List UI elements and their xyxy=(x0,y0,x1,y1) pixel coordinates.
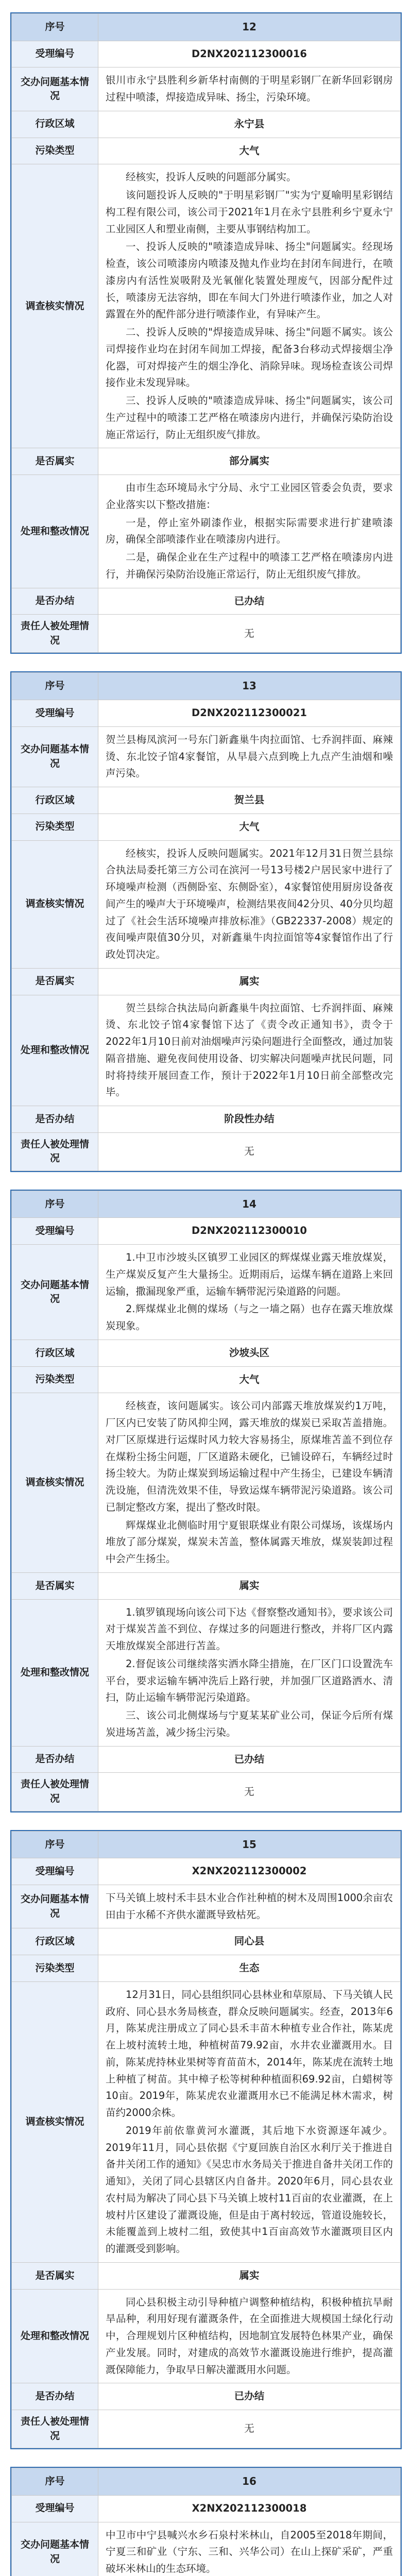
investigation-paragraph: 二、投诉人反映的"焊接造成异味、扬尘"问题不属实。该公司焊接作业均在封闭车间加工焊接，配备3台移动式焊接烟尘净化器，可对焊接产生的烟尘净化、消除异味。现场检查该公司焊接作业未发现异味。 xyxy=(106,326,393,389)
problem-description-row xyxy=(12,726,401,787)
problem-description-label: 交办问题基本情况 xyxy=(12,726,98,787)
sequence-label: 序号 xyxy=(12,673,98,700)
district-value: 永宁县 xyxy=(98,111,401,138)
district-label: 行政区域 xyxy=(12,787,98,814)
accountability-label: 责任人被处理情况 xyxy=(12,1132,98,1171)
sequence-value: 12 xyxy=(98,14,401,41)
handling-paragraph: 二是，确保企业在生产过程中的喷漆工艺严格在喷漆房内进行，并确保污染防治设施正常运行，防止无组织废气排放。 xyxy=(106,551,393,580)
closure-status-value: 已办结 xyxy=(98,2383,401,2410)
problem-description-label: 交办问题基本情况 xyxy=(12,2522,98,2576)
problem-description-value xyxy=(98,1245,401,1340)
accountability-value: 无 xyxy=(98,615,401,653)
pollution-type-label: 污染类型 xyxy=(12,1366,98,1393)
accountability-row xyxy=(12,2410,401,2448)
investigation-label: 调查核实情况 xyxy=(12,1393,98,1573)
handling-paragraph: 同心县积极主动引导种植户调整种植结构，积极种植抗旱耐旱品种，利用好现有灌溉条件，在全面推进大规模国土绿化行动中，合理规划片区种植结构，因地制宜发展特色林果产业，确保产业发展。同时，对建成的高效节水灌溉设施进行维护，提高灌溉保障能力，争取早日解决灌溉用水问题。 xyxy=(106,2296,393,2376)
problem-description-label: 交办问题基本情况 xyxy=(12,67,98,111)
pollution-type-row xyxy=(12,814,401,840)
closure-status-row xyxy=(12,588,401,615)
investigation-label: 调查核实情况 xyxy=(12,164,98,448)
investigation-paragraph: 2019年前依靠黄河水灌溉，其后地下水资源逐年减少。2019年11月，同心县依据《宁夏回族自治区水利厅关于推进自备井关闭工作的通知》《吴忠市水务局关于推进自备井关闭工作的通知》，关闭了同心县辖区内自备井。2020年6月，同心县农业农村局为解决了同心县下马关镇上坡村11百亩的农业灌溉，在上坡村片区建设了灌溉设施，但是由于离村较远，管道设施较长，未能覆盖到上坡村二组，致使其中1百亩高效节水灌溉项目区内的灌溉受到影响。 xyxy=(106,2124,393,2255)
truth-status-row xyxy=(12,1572,401,1599)
case-code-value: D2NX202112300016 xyxy=(98,41,401,67)
investigation-value xyxy=(98,1393,401,1573)
problem-description-value: 下马关镇上坡村禾丰县木业合作社种植的树木及周围1000余亩农田由于水稀不齐供水灌溉导致枯死。 xyxy=(98,1885,401,1928)
truth-status-label: 是否属实 xyxy=(12,1572,98,1599)
closure-status-value: 阶段性办结 xyxy=(98,1106,401,1133)
handling-row xyxy=(12,1599,401,1746)
district-row xyxy=(12,787,401,814)
case-table xyxy=(11,1191,401,1811)
problem-description-paragraph: 1.中卫市沙坡头区镇罗工业园区的辉煤煤业露天堆放煤炭，生产煤炭反复产生大量扬尘。近期雨后，运煤车辆在道路上来回运输，撒漏现象严重，运输车辆带泥污染道路的问题。 xyxy=(106,1251,393,1297)
handling-row xyxy=(12,995,401,1106)
investigation-row xyxy=(12,164,401,448)
problem-description-label: 交办问题基本情况 xyxy=(12,1245,98,1340)
sequence-row xyxy=(12,14,401,41)
case-code-row xyxy=(12,41,401,67)
handling-value xyxy=(98,1599,401,1746)
investigation-paragraph: 12月31日，同心县组织同心县林业和草原局、下马关镇人民政府、同心县水务局核查，群众反映问题属实。经查，2013年6月，陈某虎注册成立了同心县禾丰苗木种植专业合作社，陈某虎在上坡村流转土地，种植树苗79.92亩，水井农业灌溉用水。目前，陈某虎持林业果树等育苗苗木，2014年，陈某虎在流转土地上种植了树苗。其中樟子松等树种种植面积69.92亩，白蜡树等10亩。2019年，陈某虎农业灌溉用水已不能满足林木需求，树苗约2000余株。 xyxy=(106,1988,393,2119)
case-card xyxy=(10,1190,402,1812)
district-label: 行政区域 xyxy=(12,1928,98,1955)
closure-status-label: 是否办结 xyxy=(12,588,98,615)
pollution-type-value: 大气 xyxy=(98,814,401,840)
case-code-row xyxy=(12,1218,401,1245)
closure-status-label: 是否办结 xyxy=(12,1106,98,1133)
case-card xyxy=(10,671,402,1172)
case-code-value: X2NX202112300018 xyxy=(98,2495,401,2522)
truth-status-label: 是否属实 xyxy=(12,448,98,475)
accountability-value: 无 xyxy=(98,1773,401,1811)
case-code-row xyxy=(12,700,401,727)
investigation-row xyxy=(12,840,401,968)
pollution-type-label: 污染类型 xyxy=(12,1955,98,1982)
sequence-row xyxy=(12,2468,401,2496)
problem-description-row xyxy=(12,2522,401,2576)
handling-value xyxy=(98,2289,401,2383)
pollution-type-label: 污染类型 xyxy=(12,138,98,164)
handling-label: 处理和整改情况 xyxy=(12,1599,98,1746)
sequence-value: 15 xyxy=(98,1831,401,1858)
case-code-row xyxy=(12,1858,401,1885)
investigation-label: 调查核实情况 xyxy=(12,840,98,968)
investigation-value xyxy=(98,1981,401,2262)
truth-status-row xyxy=(12,2262,401,2289)
problem-description-row xyxy=(12,1245,401,1340)
case-table xyxy=(11,672,401,1171)
handling-paragraph: 贺兰县综合执法局向新鑫巢牛肉拉面馆、七乔润拌面、麻辣烫、东北饺子馆4家餐馆下达了《责令改正通知书》，责令于2022年1月10日前对油烟噪声污染问题进行全面整改，通过加装隔音措施、避免夜间使用设备、切实解决问题噪声扰民问题，同时将持续开展回查工作，预计于2022年1月10日前全部整改完毕。 xyxy=(106,1002,393,1098)
handling-paragraph: 三、该公司北侧煤场与宁夏某某矿业公司，保证今后所有煤炭进场苫盖，减少扬尘污染。 xyxy=(106,1709,393,1738)
pollution-type-row xyxy=(12,1955,401,1982)
accountability-value: 无 xyxy=(98,2410,401,2448)
sequence-row xyxy=(12,1191,401,1218)
pollution-type-value: 大气 xyxy=(98,138,401,164)
case-list xyxy=(10,12,402,2576)
investigation-value xyxy=(98,840,401,968)
truth-status-label: 是否属实 xyxy=(12,2262,98,2289)
investigation-label: 调查核实情况 xyxy=(12,1981,98,2262)
handling-paragraph: 一是，停止室外刷漆作业，根据实际需要求进行扩建喷漆房，确保全部喷漆作业在喷漆房内进行。 xyxy=(106,516,393,546)
investigation-paragraph: 三、投诉人反映的"喷漆造成异味、扬尘"问题属实，该公司生产过程中的喷漆工艺严格在喷漆房内进行，并确保污染防治设施正常运行，防止无组织废气排放。 xyxy=(106,395,393,440)
handling-label: 处理和整改情况 xyxy=(12,995,98,1106)
accountability-label: 责任人被处理情况 xyxy=(12,2410,98,2448)
district-row xyxy=(12,111,401,138)
truth-status-value: 部分属实 xyxy=(98,448,401,475)
sequence-label: 序号 xyxy=(12,2468,98,2496)
pollution-type-row xyxy=(12,1366,401,1393)
closure-status-value: 已办结 xyxy=(98,1746,401,1773)
district-row xyxy=(12,1340,401,1366)
truth-status-value: 属实 xyxy=(98,2262,401,2289)
accountability-row xyxy=(12,1773,401,1811)
district-value: 沙坡头区 xyxy=(98,1340,401,1366)
closure-status-label: 是否办结 xyxy=(12,2383,98,2410)
case-code-label: 受理编号 xyxy=(12,700,98,727)
investigation-paragraph: 经核查，该问题属实。该公司内部露天堆放煤炭约1万吨，厂区内已安装了防风抑尘网，露天堆放的煤炭已采取苫盖措施。对厂区原煤进行运煤时风力较大容易扬尘，原煤堆苫盖不到位存在煤粉尘扬尘问题，厂区道路未硬化，已铺设碎石，车辆经过时扬尘较大。为防止煤炭到场运输过程中产生扬尘，已建设车辆清洗设施，但清洗效果不佳，导致运煤车辆带泥污染道路。该公司已制定整改方案，提出了整改时限。 xyxy=(106,1400,393,1513)
sequence-row xyxy=(12,1831,401,1858)
case-code-label: 受理编号 xyxy=(12,1218,98,1245)
handling-paragraph: 由市生态环境局永宁分局、永宁工业园区管委会负责，要求企业落实以下整改措施： xyxy=(106,482,393,511)
sequence-label: 序号 xyxy=(12,14,98,41)
closure-status-label: 是否办结 xyxy=(12,1746,98,1773)
problem-description-row xyxy=(12,67,401,111)
pollution-type-label: 污染类型 xyxy=(12,814,98,840)
investigation-paragraph: 经核实，投诉人反映的问题部分属实。 xyxy=(126,171,297,183)
case-code-value: D2NX202112300021 xyxy=(98,700,401,727)
case-table xyxy=(11,13,401,653)
problem-description-value: 中卫市中宁县喊兴水乡石泉村米林山，自2005至2018年期间，宁夏三和矿业（宁东、三和、兴华公司）在山上探矿采矿，严重破坏米林山的生态环境。 xyxy=(98,2522,401,2576)
problem-description-value: 银川市永宁县胜利乡新华村南侧的于明星彩钢厂在新华回彩钢房过程中喷漆，焊接造成异味、扬尘，污染环境。 xyxy=(98,67,401,111)
problem-description-row xyxy=(12,1885,401,1928)
truth-status-label: 是否属实 xyxy=(12,968,98,995)
case-card xyxy=(10,12,402,654)
handling-row xyxy=(12,475,401,588)
accountability-label: 责任人被处理情况 xyxy=(12,1773,98,1811)
investigation-row xyxy=(12,1981,401,2262)
closure-status-value: 已办结 xyxy=(98,588,401,615)
closure-status-row xyxy=(12,1106,401,1133)
truth-status-row xyxy=(12,448,401,475)
case-code-label: 受理编号 xyxy=(12,1858,98,1885)
problem-description-label: 交办问题基本情况 xyxy=(12,1885,98,1928)
truth-status-value: 属实 xyxy=(98,968,401,995)
handling-paragraph: 1.镇罗镇现场向该公司下达《督察整改通知书》，要求该公司对于煤炭苫盖不到位、存煤过多的问题进行整改，并将厂区内露天堆放煤炭全部进行苫盖。 xyxy=(106,1606,393,1652)
case-code-row xyxy=(12,2495,401,2522)
handling-value xyxy=(98,995,401,1106)
investigation-paragraph: 一、投诉人反映的"喷漆造成异味、扬尘"问题属实。经现场检查，该公司喷漆房内喷漆及抛丸作业均在封闭车间进行，在喷漆房内有活性炭吸附及光氧催化装置处理废气，因部分配件过长，喷漆房无法容纳，即在车间大门外进行喷漆作业，加之人对露置在外的配件部分进行喷漆作业，有异味产生。 xyxy=(106,241,393,320)
truth-status-value: 属实 xyxy=(98,1572,401,1599)
problem-description-value: 贺兰县梅凤滨河一号东门新鑫巢牛肉拉面馆、七乔润拌面、麻辣烫、东北饺子馆4家餐馆，从早晨六点到晚上九点产生油烟和噪声污染。 xyxy=(98,726,401,787)
handling-row xyxy=(12,2289,401,2383)
investigation-paragraph: 辉煤煤业北侧临时用宁夏银联煤业有限公司煤场，该煤场内堆放了部分煤炭，煤炭未苫盖，整体属露天堆放，煤炭装卸过程中会产生扬尘。 xyxy=(106,1519,393,1565)
handling-value xyxy=(98,475,401,588)
district-value: 贺兰县 xyxy=(98,787,401,814)
handling-label: 处理和整改情况 xyxy=(12,475,98,588)
accountability-label: 责任人被处理情况 xyxy=(12,615,98,653)
case-table xyxy=(11,1831,401,2449)
pollution-type-value: 生态 xyxy=(98,1955,401,1982)
case-table xyxy=(11,2468,401,2576)
truth-status-row xyxy=(12,968,401,995)
district-label: 行政区域 xyxy=(12,1340,98,1366)
accountability-row xyxy=(12,1132,401,1171)
district-value: 同心县 xyxy=(98,1928,401,1955)
sequence-label: 序号 xyxy=(12,1191,98,1218)
pollution-type-row xyxy=(12,138,401,164)
sequence-value: 16 xyxy=(98,2468,401,2496)
sequence-label: 序号 xyxy=(12,1831,98,1858)
accountability-row xyxy=(12,615,401,653)
case-code-value: D2NX202112300010 xyxy=(98,1218,401,1245)
accountability-value: 无 xyxy=(98,1132,401,1171)
problem-description-paragraph: 2.辉煤煤业北侧的煤场（与之一墙之隔）也存在露天堆放煤炭现象。 xyxy=(106,1303,393,1332)
sequence-value: 14 xyxy=(98,1191,401,1218)
sequence-value: 13 xyxy=(98,673,401,700)
investigation-paragraph: 经核实，投诉人反映问题属实。2021年12月31日贺兰县综合执法局委托第三方公司在滨河一号13号楼2户居民家中进行了环境噪声检测（西侧卧室、东侧卧室），4家餐馆使用厨房设备夜间产生的噪声大于环境噪声，检测结果夜间42分贝、40分贝均超过了《社会生活环境噪声排放标准》（GB22337-2008）规定的夜间噪声限值30分贝，对新鑫巢牛肉拉面馆等4家餐馆作出了行政处罚决定。 xyxy=(106,847,393,961)
closure-status-row xyxy=(12,1746,401,1773)
case-code-label: 受理编号 xyxy=(12,2495,98,2522)
closure-status-row xyxy=(12,2383,401,2410)
case-code-value: X2NX202112300002 xyxy=(98,1858,401,1885)
investigation-row xyxy=(12,1393,401,1573)
district-label: 行政区域 xyxy=(12,111,98,138)
investigation-paragraph: 该问题投诉人反映的"于明星彩钢厂"实为宁夏喻明星彩钢结构工程有限公司，该公司于2021年1月在永宁县胜利乡宁夏永宁工业园区人和塑业南侧，主要从事钢结构加工。 xyxy=(106,189,393,235)
handling-paragraph: 2.督促该公司继续落实洒水降尘措施，在厂区门口设置洗车平台，要求运输车辆冲洗后上路行驶，并加强厂区道路洒水、清扫，防止运输车辆带泥污染道路。 xyxy=(106,1657,393,1704)
pollution-type-value: 大气 xyxy=(98,1366,401,1393)
investigation-value xyxy=(98,164,401,448)
case-code-label: 受理编号 xyxy=(12,41,98,67)
district-row xyxy=(12,1928,401,1955)
sequence-row xyxy=(12,673,401,700)
handling-label: 处理和整改情况 xyxy=(12,2289,98,2383)
case-card xyxy=(10,1830,402,2450)
case-card xyxy=(10,2467,402,2576)
